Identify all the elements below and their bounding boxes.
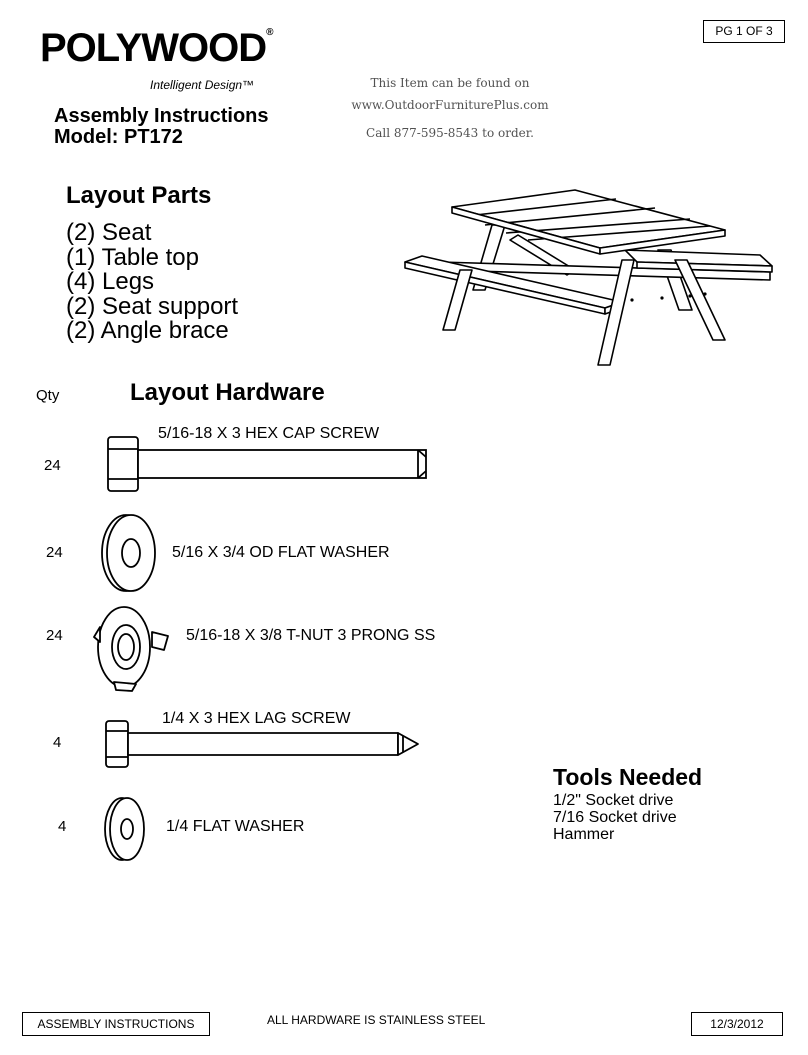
hardware-qty: 4	[58, 818, 67, 835]
hex-cap-screw-icon	[106, 435, 436, 495]
hardware-label: 5/16-18 X 3 HEX CAP SCREW	[158, 425, 380, 442]
watermark-line3: Call 877-595-8543 to order.	[366, 126, 534, 140]
qty-header: Qty	[36, 387, 60, 404]
watermark-line2: www.OutdoorFurniturePlus.com	[351, 98, 549, 112]
tool-item: 1/2" Socket drive	[553, 792, 674, 809]
footer-center-text: ALL HARDWARE IS STAINLESS STEEL	[267, 1013, 486, 1027]
footer-right-box	[691, 1012, 783, 1036]
brand-logo-text: POLYWOOD	[40, 26, 267, 70]
footer-left-box	[22, 1012, 210, 1036]
hardware-label: 5/16-18 X 3/8 T-NUT 3 PRONG SS	[186, 627, 436, 644]
hardware-qty: 4	[53, 734, 62, 751]
brand-logo	[40, 28, 272, 68]
footer-date: 12/3/2012	[710, 1017, 764, 1031]
hardware-label: 1/4 FLAT WASHER	[166, 818, 305, 835]
page-number: PG 1 OF 3	[715, 24, 773, 38]
small-washer-icon	[102, 794, 152, 864]
hardware-label: 1/4 X 3 HEX LAG SCREW	[162, 710, 351, 727]
layout-hardware-title: Layout Hardware	[130, 379, 325, 406]
watermark-line1: This Item can be found on	[370, 76, 530, 90]
hardware-qty: 24	[44, 457, 61, 474]
hardware-label: 5/16 X 3/4 OD FLAT WASHER	[172, 544, 390, 561]
layout-parts-title: Layout Parts	[66, 182, 212, 209]
hardware-qty: 24	[46, 544, 63, 561]
model-number: Model: PT172	[54, 126, 183, 148]
tools-list	[553, 792, 677, 843]
flat-washer-icon	[100, 513, 160, 593]
part-item: (2) Angle brace	[66, 317, 229, 344]
brand-tagline: Intelligent Design™	[150, 78, 255, 92]
hardware-qty: 24	[46, 627, 63, 644]
parts-list	[66, 221, 238, 344]
footer-left-text: ASSEMBLY INSTRUCTIONS	[37, 1017, 195, 1031]
tool-item: 7/16 Socket drive	[553, 809, 677, 826]
watermark	[350, 72, 550, 144]
part-item: (2) Seat support	[66, 292, 239, 320]
part-item: (4) Legs	[66, 268, 155, 295]
doc-title: Assembly Instructions	[54, 105, 269, 127]
t-nut-icon	[92, 602, 172, 692]
part-item: (2) Seat	[66, 219, 152, 246]
page-number-box	[703, 20, 785, 43]
tool-item: Hammer	[553, 826, 615, 843]
tools-needed-title: Tools Needed	[553, 764, 703, 790]
registered-mark: ®	[266, 27, 273, 38]
lag-screw-icon	[104, 719, 424, 769]
part-item: (1) Table top	[66, 243, 199, 271]
picnic-table-illustration	[400, 190, 780, 370]
